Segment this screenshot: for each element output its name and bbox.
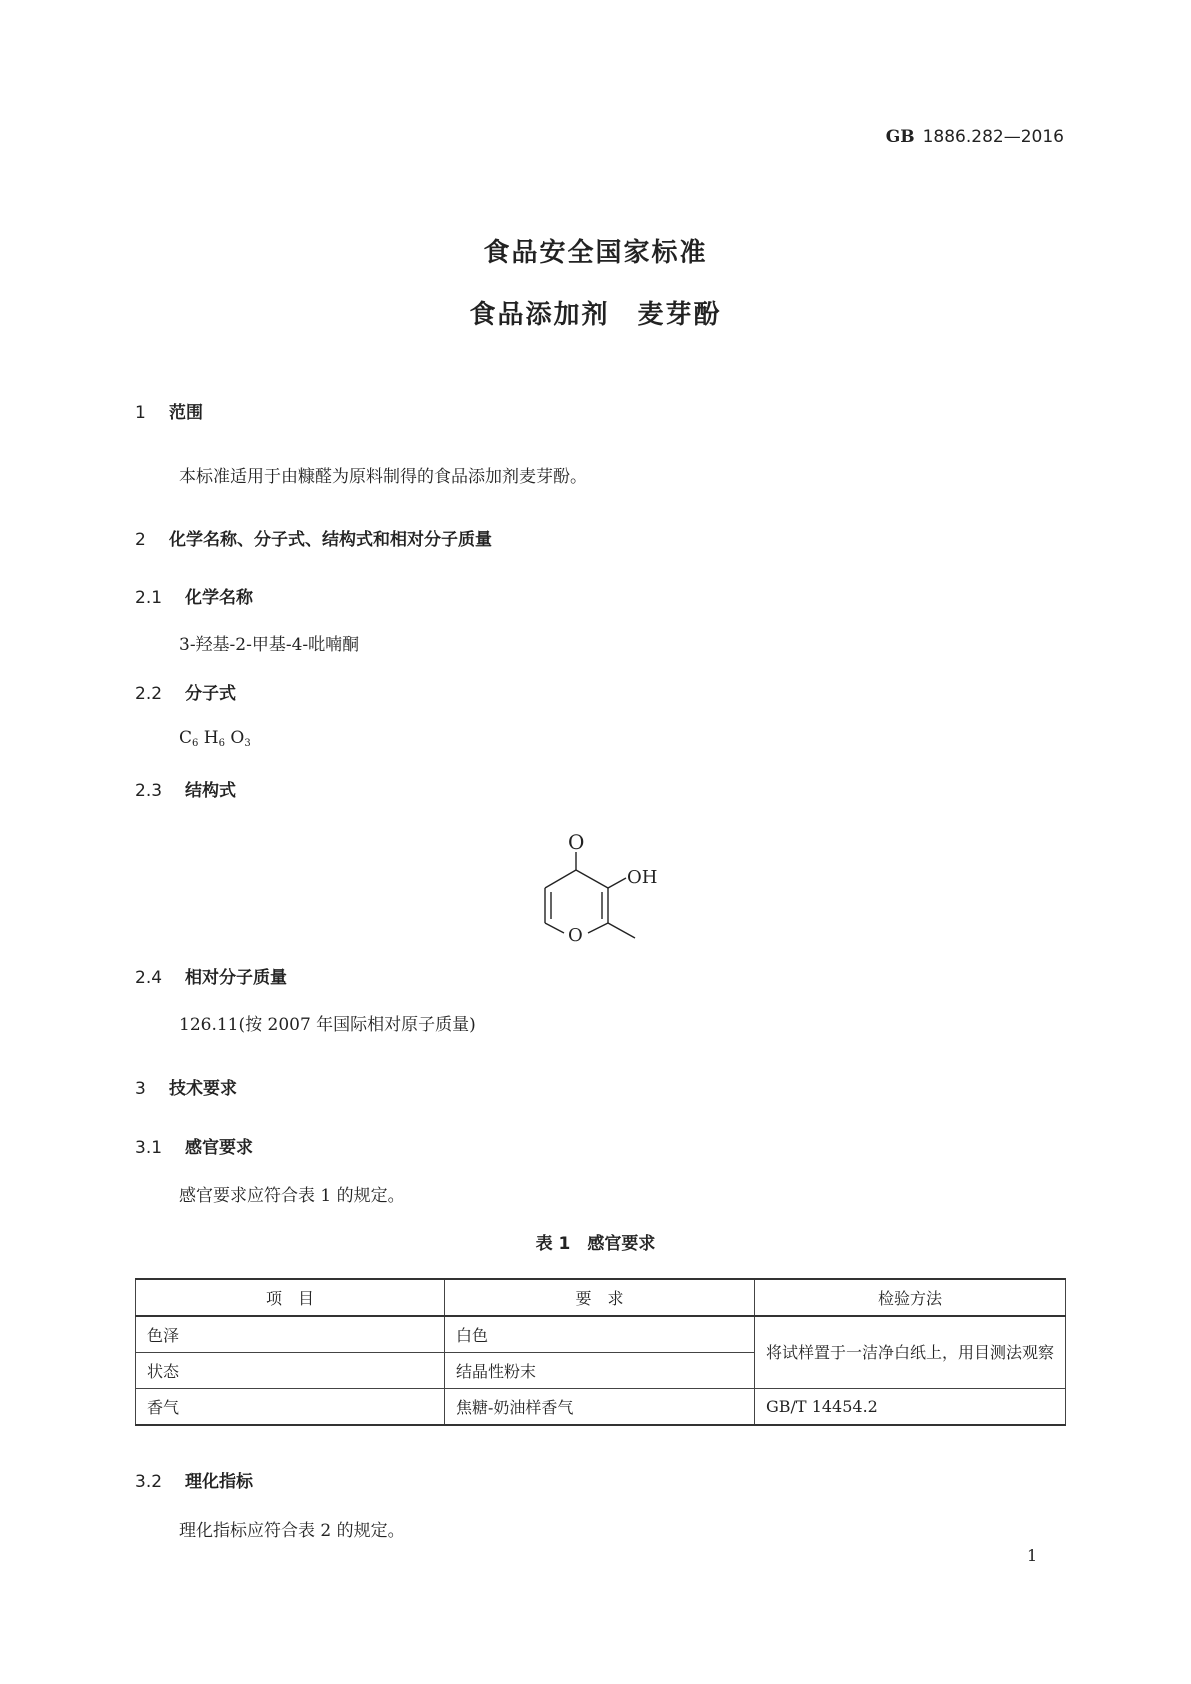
heading-text: 范围 <box>169 403 203 423</box>
heading-3-2 <box>135 1467 253 1492</box>
heading-text: 技术要求 <box>169 1079 237 1099</box>
standard-code: 1886.282—2016 <box>922 127 1064 147</box>
heading-text: 相对分子质量 <box>185 968 287 988</box>
heading-number: 3.1 <box>135 1138 163 1158</box>
heading-number: 2.2 <box>135 684 163 704</box>
item-cell: 色泽 <box>136 1316 445 1353</box>
requirement-cell: 结晶性粉末 <box>445 1353 755 1389</box>
structural-formula <box>530 815 670 945</box>
carbonyl-o-label: O <box>568 830 585 854</box>
paragraph-physchem: 理化指标应符合表 2 的规定。 <box>179 1521 405 1541</box>
heading-2-4 <box>135 963 287 988</box>
item-cell: 香气 <box>136 1389 445 1426</box>
heading-3-1 <box>135 1133 253 1158</box>
heading-number: 2.3 <box>135 781 163 801</box>
method-cell: GB/T 14454.2 <box>755 1389 1066 1426</box>
heading-2-2 <box>135 679 236 704</box>
hydroxyl-label: OH <box>627 867 658 888</box>
molecular-mass: 126.11(按 2007 年国际相对原子质量) <box>179 1015 476 1035</box>
column-header: 要 求 <box>445 1279 755 1316</box>
heading-2 <box>135 525 492 550</box>
standard-prefix: GB <box>885 127 915 147</box>
heading-text: 感官要求 <box>185 1138 253 1158</box>
table-row <box>136 1316 1066 1353</box>
table-row <box>136 1389 1066 1426</box>
table-caption: 表 1 感官要求 <box>535 1234 656 1254</box>
heading-text: 结构式 <box>185 781 236 801</box>
paragraph-sensory: 感官要求应符合表 1 的规定。 <box>179 1186 405 1206</box>
heading-number: 2.4 <box>135 968 163 988</box>
heading-number: 3 <box>135 1079 146 1099</box>
heading-text: 理化指标 <box>185 1472 253 1492</box>
requirement-cell: 白色 <box>445 1316 755 1353</box>
column-header: 检验方法 <box>755 1279 1066 1316</box>
item-cell: 状态 <box>136 1353 445 1389</box>
chemical-name: 3-羟基-2-甲基-4-吡喃酮 <box>179 635 360 655</box>
document-title: 食品安全国家标准 <box>483 238 708 268</box>
heading-text: 化学名称、分子式、结构式和相对分子质量 <box>169 530 492 550</box>
table-header-row <box>136 1279 1066 1316</box>
heading-number: 2 <box>135 530 146 550</box>
heading-number: 2.1 <box>135 588 163 608</box>
paragraph-scope: 本标准适用于由糠醛为原料制得的食品添加剂麦芽酚。 <box>179 467 587 487</box>
column-header: 项 目 <box>136 1279 445 1316</box>
requirement-cell: 焦糖-奶油样香气 <box>445 1389 755 1426</box>
heading-text: 分子式 <box>185 684 236 704</box>
heading-text: 化学名称 <box>185 588 253 608</box>
ring-o-label: O <box>568 925 583 945</box>
heading-number: 1 <box>135 403 146 423</box>
sensory-requirements-table <box>135 1278 1066 1426</box>
standard-number <box>886 127 1064 147</box>
heading-number: 3.2 <box>135 1472 163 1492</box>
document-subtitle: 食品添加剂 麦芽酚 <box>469 300 722 330</box>
molecular-formula: $C_6$ $H_6$ $O_3$ <box>179 728 251 749</box>
heading-3 <box>135 1074 237 1099</box>
method-cell: 将试样置于一洁净白纸上，用目测法观察 <box>755 1316 1066 1389</box>
heading-1 <box>135 398 203 423</box>
heading-2-3 <box>135 776 236 801</box>
page-number: 1 <box>1027 1546 1038 1565</box>
heading-2-1 <box>135 583 253 608</box>
